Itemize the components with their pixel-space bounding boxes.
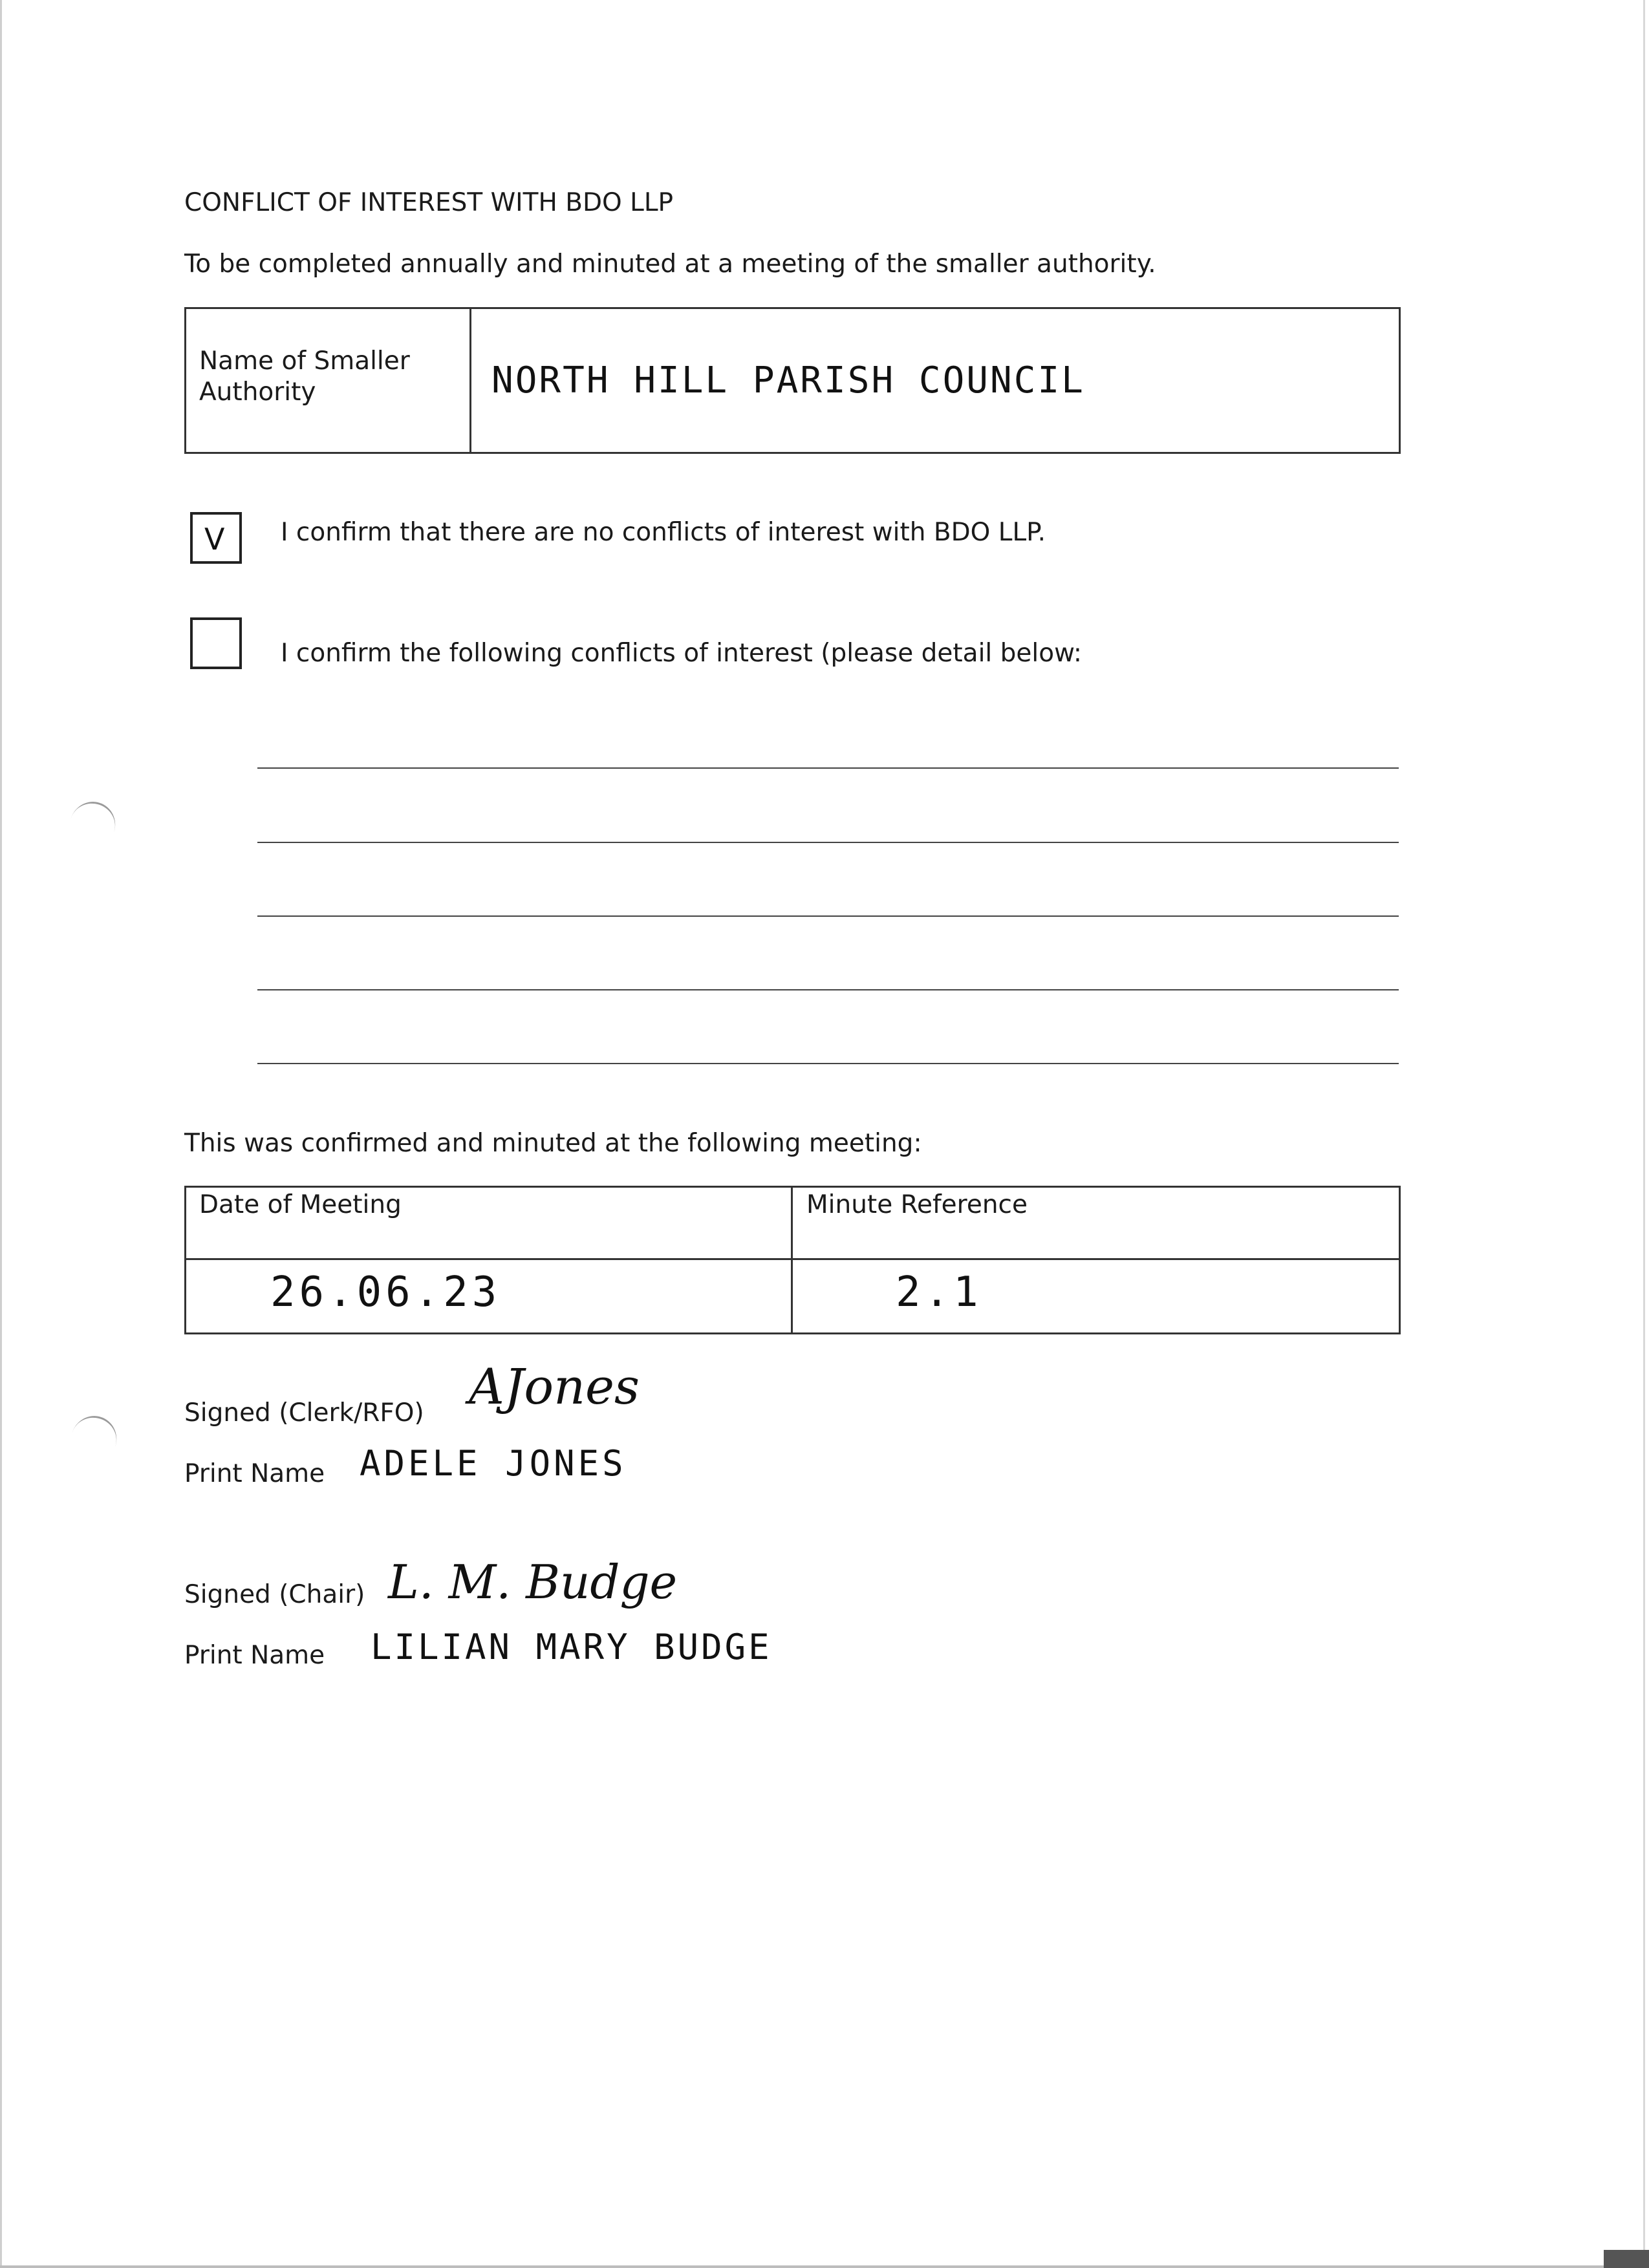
page-edge-bottom — [0, 2265, 1649, 2268]
detail-line[interactable] — [257, 915, 1399, 917]
clerk-print-label: Print Name — [184, 1459, 325, 1488]
form-instruction: To be completed annually and minuted at a meeting of the smaller authority. — [184, 250, 1156, 279]
authority-label: Name of Smaller Authority — [199, 347, 410, 407]
date-of-meeting-header: Date of Meeting — [199, 1190, 402, 1219]
chair-print-value[interactable]: LILIAN MARY BUDGE — [371, 1627, 772, 1667]
no-conflict-checkbox[interactable] — [190, 512, 242, 564]
conflict-label: I confirm the following conflicts of interest (please detail below: — [281, 639, 1082, 668]
confirmed-text: This was confirmed and minuted at the following meeting: — [184, 1129, 922, 1158]
scan-corner-mark — [1604, 2250, 1649, 2268]
clerk-signed-label: Signed (Clerk/RFO) — [184, 1398, 424, 1428]
meeting-table-row-divider — [184, 1258, 1401, 1260]
conflict-checkbox[interactable] — [190, 617, 242, 669]
chair-print-label: Print Name — [184, 1641, 325, 1670]
detail-line[interactable] — [257, 1063, 1399, 1064]
authority-value[interactable]: NORTH HILL PARISH COUNCIL — [491, 359, 1085, 401]
minute-reference-header: Minute Reference — [806, 1190, 1028, 1219]
no-conflict-label: I confirm that there are no conflicts of interest with BDO LLP. — [281, 518, 1046, 547]
authority-divider — [469, 307, 471, 452]
punch-hole-mark — [63, 796, 121, 855]
detail-line[interactable] — [257, 842, 1399, 843]
chair-signature[interactable]: L. M. Budge — [388, 1555, 678, 1609]
check-mark: V — [204, 522, 225, 557]
page-edge-right — [1643, 0, 1645, 2268]
detail-line[interactable] — [257, 767, 1399, 769]
punch-hole-mark — [65, 1410, 122, 1469]
chair-signed-label: Signed (Chair) — [184, 1580, 365, 1609]
clerk-print-value[interactable]: ADELE JONES — [360, 1443, 627, 1484]
clerk-signature[interactable]: AJones — [469, 1358, 640, 1415]
minute-reference-value[interactable]: 2.1 — [896, 1268, 982, 1316]
form-title: CONFLICT OF INTEREST WITH BDO LLP — [184, 188, 674, 217]
date-of-meeting-value[interactable]: 26.06.23 — [270, 1268, 501, 1316]
page-edge-left — [0, 0, 2, 2268]
detail-line[interactable] — [257, 989, 1399, 990]
